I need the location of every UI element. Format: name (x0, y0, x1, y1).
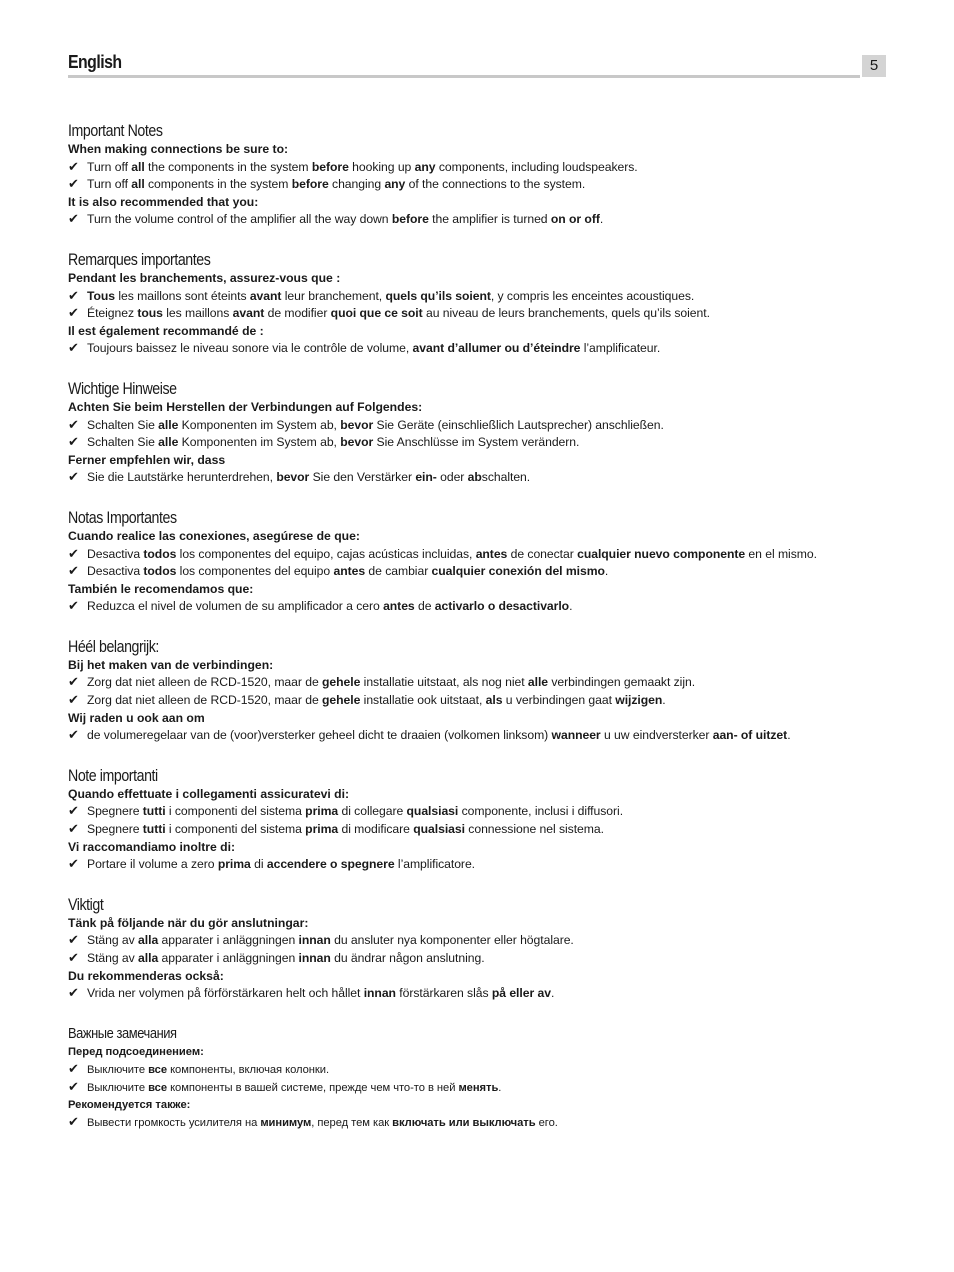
group-heading: When making connections be sure to: (68, 142, 289, 156)
checkmark-icon: ✔ (68, 1115, 79, 1131)
emphasis-text: alla (138, 951, 159, 965)
page-header (68, 52, 886, 78)
emphasis-text: bevor (340, 417, 374, 432)
item-text: . (604, 564, 609, 579)
item-text: hooking up (348, 159, 415, 174)
item-text: au niveau de leurs branchements, quels qu’ils soient. (422, 306, 710, 321)
group-heading: Tänk på följande när du gör anslutningar: (68, 915, 309, 930)
notes-section (68, 121, 898, 229)
item-text: les maillons (162, 306, 233, 321)
notes-section (68, 379, 898, 487)
emphasis-text: все (148, 1081, 168, 1094)
list-item (68, 159, 898, 177)
item-text: Sie Geräte (einschließlich Lautsprecher) anschließen. (373, 417, 664, 432)
emphasis-text: aan- of uitzet (712, 728, 788, 743)
section-title: Wichtige Hinweise (68, 379, 177, 398)
item-text: Stäng av (87, 933, 139, 948)
list-item (68, 1061, 898, 1079)
checkmark-icon: ✔ (68, 212, 79, 228)
emphasis-text: alle (158, 435, 179, 450)
list-item (68, 546, 898, 564)
emphasis-text: bevor (276, 470, 310, 485)
item-text: les maillons sont éteints (115, 288, 250, 303)
emphasis-text: avant (249, 288, 282, 303)
emphasis-text: prima (305, 804, 339, 819)
item-text: di (250, 857, 267, 872)
emphasis-text: before (291, 177, 329, 192)
item-text: du ansluter nya komponenter eller högtalare. (330, 933, 574, 948)
list-item (68, 176, 898, 194)
item-text: i componenti del sistema (165, 804, 306, 819)
section-title: Notas Importantes (68, 508, 177, 527)
section-title: Важные замечания (68, 1024, 177, 1042)
emphasis-text: innan (298, 933, 331, 948)
emphasis-text: tous (137, 306, 163, 321)
item-text: Zorg dat niet alleen de RCD-1520, maar de (87, 693, 323, 708)
language-title: English (68, 52, 122, 72)
item-text: di modificare (338, 822, 414, 837)
list-item (68, 1079, 898, 1097)
group-heading: Cuando realice las conexiones, asegúrese de que: (68, 528, 360, 543)
item-text: apparater i anläggningen (158, 933, 299, 948)
list-item (68, 821, 898, 839)
item-text: Sie die Lautstärke herunterdrehen, (87, 470, 277, 485)
section-title: Important Notes (68, 122, 163, 140)
checkmark-icon: ✔ (68, 417, 79, 433)
item-text: Komponenten im System ab, (178, 435, 341, 450)
emphasis-text: activarlo o desactivarlo (434, 599, 570, 614)
emphasis-text: als (485, 693, 503, 708)
list-item (68, 674, 898, 692)
emphasis-text: quoi que ce soit (330, 306, 423, 321)
emphasis-text: wanneer (551, 728, 601, 743)
emphasis-text: antes (333, 564, 366, 579)
page-number: 5 (862, 55, 886, 77)
item-text: los componentes del equipo, cajas acústicas incluidas, (176, 546, 476, 561)
notes-section (68, 508, 898, 616)
item-text: Vrida ner volymen på förförstärkaren helt och hållet (87, 986, 364, 1001)
emphasis-text: prima (217, 857, 251, 872)
group-heading: Achten Sie beim Herstellen der Verbindungen auf Folgendes: (68, 399, 423, 414)
item-text: components in the system (144, 177, 292, 192)
group-heading: También le recomendamos que: (68, 581, 254, 596)
item-text: of the connections to the system. (405, 177, 586, 192)
item-text: de cambiar (365, 564, 432, 579)
item-text: его. (535, 1117, 558, 1130)
item-text: Sie den Verstärker (309, 470, 416, 485)
emphasis-text: avant (232, 306, 265, 321)
checkmark-icon: ✔ (68, 933, 79, 949)
item-text: u verbindingen gaat (502, 693, 616, 708)
item-text: , перед тем как (311, 1117, 393, 1130)
item-text: . (550, 986, 555, 1001)
emphasis-text: on or off (550, 212, 600, 227)
list-item (68, 434, 898, 452)
checkmark-icon: ✔ (68, 288, 79, 304)
list-item (68, 211, 898, 229)
emphasis-text: менять (458, 1081, 499, 1094)
item-text: Выключите (87, 1081, 149, 1094)
group-heading: Перед подсоединением: (68, 1045, 204, 1058)
emphasis-text: todos (143, 564, 177, 579)
emphasis-text: все (148, 1064, 168, 1077)
item-text: Sie Anschlüsse im System verändern. (373, 435, 580, 450)
emphasis-text: any (384, 177, 406, 192)
list-item (68, 727, 898, 745)
emphasis-text: wijzigen (615, 693, 663, 708)
emphasis-text: qualsiasi (413, 822, 465, 837)
item-text: connessione nel sistema. (464, 822, 604, 837)
notes-section (68, 766, 898, 874)
item-text: . (662, 693, 666, 708)
item-text: di collegare (338, 804, 407, 819)
checkmark-icon: ✔ (68, 1062, 79, 1078)
item-text: i componenti del sistema (165, 822, 306, 837)
list-item (68, 950, 898, 968)
emphasis-text: before (311, 159, 349, 174)
item-text: , y compris les enceintes acoustiques. (490, 288, 695, 303)
checkmark-icon: ✔ (68, 341, 79, 357)
item-text: Spegnere (87, 804, 143, 819)
checkmark-icon: ✔ (68, 564, 79, 580)
item-text: the components in the system (144, 159, 312, 174)
item-text: Turn off (87, 177, 132, 192)
section-title: Héél belangrijk: (68, 637, 159, 656)
checkmark-icon: ✔ (68, 306, 79, 322)
item-text: Desactiva (87, 564, 144, 579)
list-item (68, 692, 898, 710)
item-text: installatie ook uitstaat, (360, 693, 486, 708)
item-text: de volumeregelaar van de (voor)versterker geheel dicht te draaien (volkomen linksom) (87, 728, 552, 743)
emphasis-text: innan (298, 951, 331, 965)
checkmark-icon: ✔ (68, 177, 79, 193)
emphasis-text: cualquier nuevo componente (577, 546, 746, 561)
list-item (68, 288, 898, 306)
emphasis-text: alla (138, 933, 159, 948)
item-text: installatie uitstaat, als nog niet (360, 675, 528, 690)
item-text: Portare il volume a zero (87, 857, 218, 872)
group-heading: Рекомендуется также: (68, 1098, 191, 1111)
group-heading: Wij raden u ook aan om (68, 710, 205, 725)
item-text: the amplifier is turned (428, 212, 551, 227)
checkmark-icon: ✔ (68, 728, 79, 744)
checkmark-icon: ✔ (68, 857, 79, 873)
checkmark-icon: ✔ (68, 599, 79, 615)
group-heading: Quando effettuate i collegamenti assicuratevi di: (68, 786, 350, 801)
emphasis-text: включать или выключать (392, 1117, 536, 1130)
item-text: Desactiva (87, 546, 144, 561)
item-text: u uw eindversterker (600, 728, 713, 743)
emphasis-text: prima (305, 822, 339, 837)
item-text: du ändrar någon anslutning. (330, 951, 485, 965)
group-heading: Du rekommenderas också: (68, 968, 224, 983)
item-text: components, including loudspeakers. (435, 159, 638, 174)
item-text: l’amplificateur. (580, 341, 661, 356)
checkmark-icon: ✔ (68, 822, 79, 838)
item-text: Turn off (87, 159, 132, 174)
emphasis-text: antes (383, 599, 415, 614)
emphasis-text: quels qu’ils soient (385, 288, 491, 303)
emphasis-text: avant d’allumer ou d’éteindre (412, 341, 581, 356)
item-text: компоненты, включая колонки. (167, 1064, 330, 1077)
emphasis-text: минимум (260, 1117, 312, 1130)
checkmark-icon: ✔ (68, 470, 79, 486)
checkmark-icon: ✔ (68, 159, 79, 175)
emphasis-text: gehele (322, 693, 361, 708)
item-text: förstärkaren slås (395, 986, 492, 1001)
emphasis-text: alle (158, 417, 179, 432)
item-text: Вывести громкость усилителя на (87, 1117, 261, 1130)
emphasis-text: Tous (87, 288, 116, 303)
group-heading: Ferner empfehlen wir, dass (68, 452, 226, 467)
item-text: компоненты в вашей системе, прежде чем что-то в ней (167, 1081, 459, 1094)
emphasis-text: tutti (142, 822, 166, 837)
item-text: de conectar (507, 546, 578, 561)
group-heading: Pendant les branchements, assurez-vous que : (68, 270, 341, 285)
checkmark-icon: ✔ (68, 1079, 79, 1095)
emphasis-text: på eller av (491, 986, 551, 1001)
item-text: schalten. (481, 470, 531, 485)
emphasis-text: innan (363, 986, 396, 1001)
item-text: Éteignez (87, 306, 138, 321)
emphasis-text: alle (527, 675, 549, 690)
list-item (68, 1114, 898, 1132)
item-text: Stäng av (87, 951, 139, 965)
item-text: changing (328, 177, 385, 192)
item-text: componente, inclusi i diffusori. (458, 804, 624, 819)
list-item (68, 340, 898, 358)
item-text: Toujours baissez le niveau sonore via le contrôle de volume, (87, 341, 413, 356)
item-text: verbindingen gemaakt zijn. (548, 675, 696, 690)
checkmark-icon: ✔ (68, 435, 79, 451)
emphasis-text: antes (475, 546, 508, 561)
emphasis-text: cualquier conexión del mismo (431, 564, 605, 579)
checkmark-icon: ✔ (68, 804, 79, 820)
item-text: . (498, 1081, 502, 1094)
item-text: leur branchement, (281, 288, 386, 303)
list-item (68, 469, 898, 487)
item-text: de modifier (264, 306, 331, 321)
item-text: los componentes del equipo (176, 564, 334, 579)
emphasis-text: all (131, 159, 145, 174)
emphasis-text: todos (143, 546, 177, 561)
section-title: Note importanti (68, 766, 158, 785)
item-text: Schalten Sie (87, 435, 159, 450)
checkmark-icon: ✔ (68, 675, 79, 691)
notes-section (68, 1024, 898, 1132)
list-item (68, 985, 898, 1003)
checkmark-icon: ✔ (68, 546, 79, 562)
group-heading: Il est également recommandé de : (68, 323, 264, 338)
item-text: Выключите (87, 1064, 149, 1077)
item-text: apparater i anläggningen (158, 951, 299, 965)
item-text: de (414, 599, 435, 614)
item-text: Schalten Sie (87, 417, 159, 432)
group-heading: It is also recommended that you: (68, 194, 259, 209)
notes-section (68, 250, 898, 358)
emphasis-text: all (131, 177, 145, 192)
notes-content (68, 121, 898, 1153)
emphasis-text: tutti (142, 804, 166, 819)
emphasis-text: ein- (415, 470, 437, 485)
item-text: Reduzca el nivel de volumen de su amplificador a cero (87, 599, 384, 614)
item-text: . (787, 728, 791, 743)
section-title: Remarques importantes (68, 250, 211, 269)
emphasis-text: gehele (322, 675, 361, 690)
emphasis-text: any (414, 159, 436, 174)
list-item (68, 856, 898, 874)
list-item (68, 417, 898, 435)
section-title: Viktigt (68, 895, 104, 914)
item-text: Turn the volume control of the amplifier all the way down (87, 212, 392, 227)
emphasis-text: qualsiasi (406, 804, 459, 819)
checkmark-icon: ✔ (68, 951, 79, 966)
list-item (68, 932, 898, 950)
item-text: Spegnere (87, 822, 143, 837)
item-text: l’amplificatore. (394, 857, 476, 872)
list-item (68, 803, 898, 821)
header-divider (68, 75, 860, 78)
list-item (68, 305, 898, 323)
checkmark-icon: ✔ (68, 986, 79, 1002)
group-heading: Vi raccomandiamo inoltre di: (68, 839, 236, 854)
notes-section (68, 637, 898, 745)
item-text: . (599, 212, 604, 227)
item-text: . (569, 599, 573, 614)
item-text: Zorg dat niet alleen de RCD-1520, maar de (87, 675, 323, 690)
emphasis-text: before (391, 212, 429, 227)
item-text: en el mismo. (745, 546, 817, 561)
item-text: Komponenten im System ab, (178, 417, 341, 432)
list-item (68, 598, 898, 616)
checkmark-icon: ✔ (68, 693, 79, 709)
list-item (68, 563, 898, 581)
notes-section (68, 895, 898, 1003)
emphasis-text: ab (467, 470, 482, 485)
emphasis-text: bevor (340, 435, 374, 450)
emphasis-text: accendere o spegnere (266, 857, 395, 872)
group-heading: Bij het maken van de verbindingen: (68, 657, 274, 672)
item-text: oder (436, 470, 468, 485)
